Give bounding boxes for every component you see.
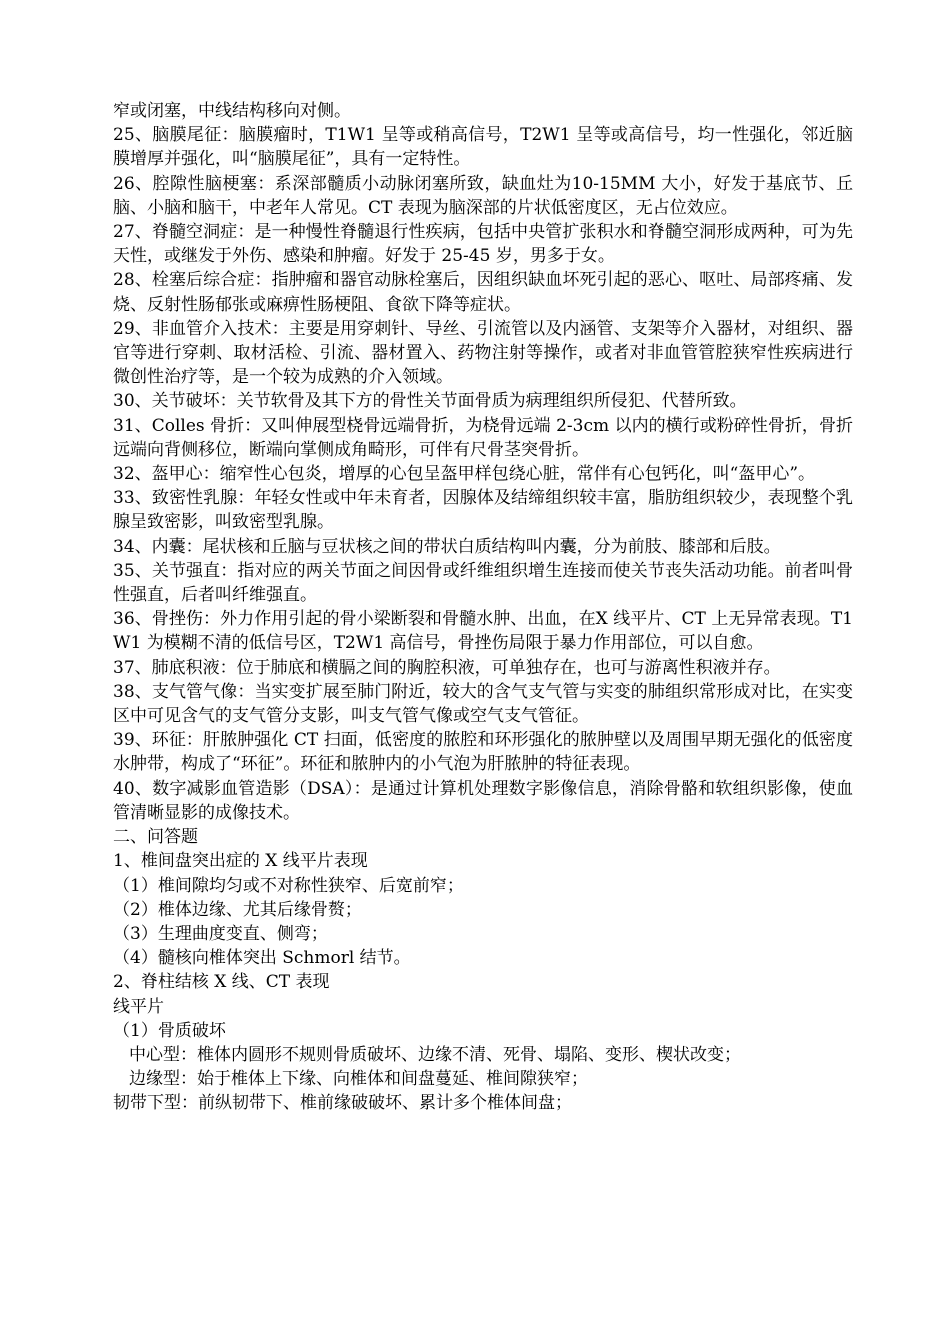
paragraph: 31、Colles 骨折：又叫伸展型桡骨远端骨折，为桡骨远端 2-3cm 以内的横行或粉碎性骨折，骨折远端向背侧移位，断端向掌侧成角畸形，可伴有尺骨茎突骨折。 — [113, 415, 853, 460]
list-item: 韧带下型：前纵韧带下、椎前缘破破坏、累计多个椎体间盘； — [113, 1093, 572, 1114]
paragraph: 32、盔甲心：缩窄性心包炎，增厚的心包呈盔甲样包绕心脏，常伴有心包钙化，叫“盔甲心”。 — [113, 464, 816, 485]
paragraph: 36、骨挫伤：外力作用引起的骨小梁断裂和骨髓水肿、出血，在X 线平片、CT 上无异常表现。T1W1 为模糊不清的低信号区，T2W1 高信号，骨挫伤局限于暴力作用部位，可以自愈。 — [113, 609, 853, 654]
paragraph: 39、环征：肝脓肿强化 CT 扫面，低密度的脓腔和环形强化的脓肿壁以及周围早期无强化的低密度水肿带，构成了“环征”。环征和脓肿内的小气泡为肝脓肿的特征表现。 — [113, 730, 853, 775]
paragraph: 40、数字减影血管造影（DSA）：是通过计算机处理数字影像信息，消除骨骼和软组织影像，使血管清晰显影的成像技术。 — [113, 778, 853, 823]
section-heading: 二、问答题 — [113, 827, 198, 848]
paragraph: 25、脑膜尾征：脑膜瘤时，T1W1 呈等或稍高信号，T2W1 呈等或高信号，均一性强化，邻近脑膜增厚并强化，叫“脑膜尾征”，具有一定特性。 — [113, 125, 853, 170]
paragraph: 28、栓塞后综合症：指肿瘤和器官动脉栓塞后，因组织缺血坏死引起的恶心、呕吐、局部疼痛、发烧、反射性肠郁张或麻痹性肠梗阻、食欲下降等症状。 — [113, 270, 853, 315]
list-item: （2）椎体边缘、尤其后缘骨赘； — [113, 899, 362, 920]
list-item: （3）生理曲度变直、侧弯； — [113, 923, 328, 944]
paragraph: 38、支气管气像：当实变扩展至肺门附近，较大的含气支气管与实变的肺组织常形成对比，在实变区中可见含气的支气管分支影，叫支气管气像或空气支气管征。 — [113, 681, 853, 727]
paragraph: 29、非血管介入技术：主要是用穿刺针、导丝、引流管以及内涵管、支架等介入器材，对组织、器官等进行穿刺、取材活检、引流、器材置入、药物注射等操作，或者对非血管管腔狭窄性疾病进行微创性治疗等，是一个较为成熟的介入领域。 — [113, 318, 853, 388]
paragraph: 37、肺底积液：位于肺底和横膈之间的胸腔积液，可单独存在，也可与游离性积液并存。 — [113, 657, 781, 678]
list-item: （1）骨质破坏 — [113, 1020, 226, 1041]
document-body — [113, 99, 853, 1116]
list-item: 中心型：椎体内圆形不规则骨质破坏、边缘不清、死骨、塌陷、变形、楔状改变； — [129, 1044, 741, 1065]
subheading: 线平片 — [113, 996, 164, 1017]
list-item: 边缘型：始于椎体上下缘、向椎体和间盘蔓延、椎间隙狭窄； — [129, 1069, 588, 1090]
paragraph: 34、内囊：尾状核和丘脑与豆状核之间的带状白质结构叫内囊，分为前肢、膝部和后肢。 — [113, 536, 781, 557]
paragraph: 35、关节强直：指对应的两关节面之间因骨或纤维组织增生连接而使关节丧失活动功能。前者叫骨性强直，后者叫纤维强直。 — [113, 560, 853, 606]
paragraph: 26、腔隙性脑梗塞：系深部髓质小动脉闭塞所致，缺血灶为10-15MM 大小，好发于基底节、丘脑、小脑和脑干，中老年人常见。CT 表现为脑深部的片状低密度区，无占位效应。 — [113, 173, 853, 218]
list-item: （1）椎间隙均匀或不对称性狭窄、后宽前窄； — [113, 875, 464, 896]
list-item: （4）髓核向椎体突出 Schmorl 结节。 — [113, 948, 411, 969]
question-title: 1、椎间盘突出症的 X 线平片表现 — [113, 851, 368, 872]
paragraph: 33、致密性乳腺：年轻女性或中年未育者，因腺体及结缔组织较丰富，脂肪组织较少，表现整个乳腺呈致密影，叫致密型乳腺。 — [113, 488, 853, 533]
paragraph: 窄或闭塞，中线结构移向对侧。 — [113, 101, 351, 121]
paragraph: 27、脊髓空洞症：是一种慢性脊髓退行性疾病，包括中央管扩张积水和脊髓空洞形成两种，可为先天性，或继发于外伤、感染和肿瘤。好发于 25-45 岁，男多于女。 — [113, 222, 853, 267]
paragraph: 30、关节破坏：关节软骨及其下方的骨性关节面骨质为病理组织所侵犯、代替所致。 — [113, 391, 747, 412]
question-title: 2、脊柱结核 X 线、CT 表现 — [113, 972, 330, 993]
